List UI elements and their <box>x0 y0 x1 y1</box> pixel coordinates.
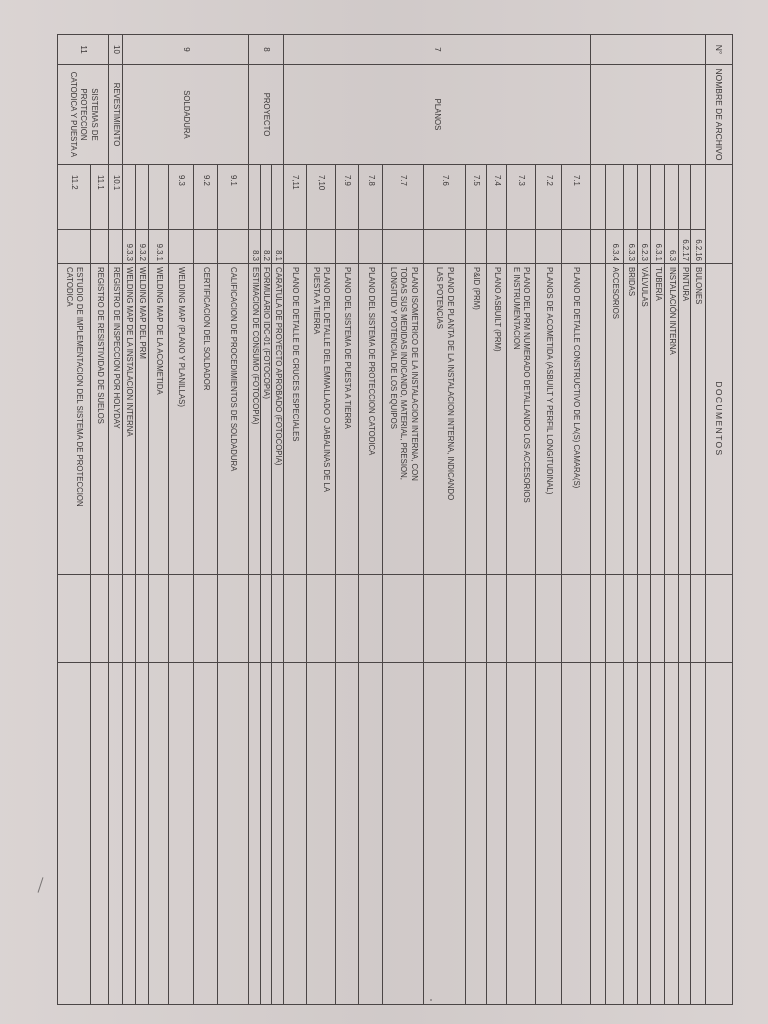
header-blank-cell <box>705 663 732 1005</box>
sub-item-number-cell <box>650 230 664 264</box>
blank-cell <box>506 663 535 1005</box>
document-name-line: PLANO DEL SISTEMA DE PUESTA A TIERRA <box>343 267 353 429</box>
sub-item-number-cell <box>590 230 605 264</box>
item-number-cell <box>637 165 650 230</box>
group-name-line: PROYECTO <box>262 92 272 137</box>
blank-cell <box>90 575 108 663</box>
sub-item-number-cell <box>535 230 561 264</box>
group-number-cell <box>283 35 590 65</box>
sub-item-number-cell <box>664 230 678 264</box>
item-number-cell <box>605 165 623 230</box>
item-number: 7,10 <box>317 175 327 191</box>
blank-cell <box>664 663 678 1005</box>
blank-cell <box>260 663 271 1005</box>
document-name-cell <box>358 264 382 575</box>
sub-item-number: 6.3.4 <box>610 243 620 261</box>
blank-cell <box>260 575 271 663</box>
blank-cell <box>90 663 108 1005</box>
blank-cell <box>690 663 705 1005</box>
document-name-line: CATODICA <box>65 267 74 307</box>
table-row <box>193 165 217 1005</box>
group-number: 8 <box>262 47 272 52</box>
item-number-cell <box>664 165 678 230</box>
blank-cell <box>57 575 90 663</box>
blank-cell <box>148 663 168 1005</box>
header-blank-cell <box>705 575 732 663</box>
sub-item-number-cell <box>57 230 90 264</box>
sub-item-number-cell <box>217 230 248 264</box>
item-number-cell <box>535 165 561 230</box>
table-row <box>486 165 506 1005</box>
blank-cell <box>423 663 465 1005</box>
item-number: 7.7 <box>399 175 409 186</box>
blank-cell <box>148 575 168 663</box>
sub-item-number: 8.3 <box>250 250 260 261</box>
document-name-line: INSTALACIÓN INTERNA <box>667 267 677 355</box>
item-number: 7.4 <box>492 175 502 186</box>
blank-cell <box>135 663 148 1005</box>
item-number-cell <box>283 165 306 230</box>
sub-item-number-cell <box>561 230 590 264</box>
header-blank-cell <box>705 165 732 264</box>
item-number: 7.6 <box>440 175 450 186</box>
document-name-line: TODAS SUS MEDIDAS INDICANDO, MATERIAL, PRESION, <box>399 267 409 480</box>
blank-cell <box>271 663 283 1005</box>
table-row <box>148 165 168 1005</box>
sub-item-number: 9.3.1 <box>154 243 164 261</box>
blank-cell <box>108 575 122 663</box>
sub-item-number-cell <box>135 230 148 264</box>
document-name-cell <box>561 264 590 575</box>
table-row <box>382 165 423 1005</box>
document-name-line: ESTUDIO DE IMPLEMENTACION DEL SISTEMA DE PROTECCION <box>75 267 85 507</box>
header-documents-cell <box>705 264 732 575</box>
blank-cell <box>122 663 135 1005</box>
item-number: 7,11 <box>291 175 301 190</box>
item-number-cell <box>335 165 358 230</box>
blank-cell <box>664 575 678 663</box>
item-number: 7.2 <box>544 175 554 186</box>
blank-cell <box>678 575 690 663</box>
header-number-cell <box>705 35 732 65</box>
item-number-cell <box>217 165 248 230</box>
blank-cell <box>423 575 465 663</box>
blank-cell <box>465 663 486 1005</box>
item-number: 10.1 <box>111 175 121 191</box>
item-number-cell <box>135 165 148 230</box>
table-row <box>423 165 465 1005</box>
group-name-line: SISTEMAS DE <box>89 88 99 141</box>
document-name-line: E INSTRUMENTACION <box>512 267 521 350</box>
sub-item-number-cell <box>486 230 506 264</box>
header-number: N° <box>714 44 725 55</box>
group-number: 10 <box>111 45 121 54</box>
group-name-cell <box>283 65 590 165</box>
document-name-line: TUBERÍA <box>653 267 663 301</box>
group-name-cell <box>590 65 705 165</box>
document-name-line: CALIFICACION DE PROCEDIMIENTOS DE SOLDADURA <box>229 267 239 472</box>
item-number-cell <box>90 165 108 230</box>
document-name-cell <box>678 264 690 575</box>
blank-cell <box>306 575 335 663</box>
item-number-cell <box>561 165 590 230</box>
sub-item-number: 6.3 <box>667 250 677 261</box>
sub-item-number-cell <box>108 230 122 264</box>
sub-item-number-cell <box>690 230 705 264</box>
table-row <box>465 165 486 1005</box>
sub-item-number-cell <box>248 230 260 264</box>
item-number-cell <box>57 165 90 230</box>
group-name-line: PLANOS <box>433 98 443 131</box>
sub-item-number-cell <box>193 230 217 264</box>
document-name-line: WELDING MAP (PLANO Y PLANILLAS) <box>177 267 187 407</box>
blank-cell <box>678 663 690 1005</box>
table-row <box>260 165 271 1005</box>
document-name-line: VÁLVULAS <box>640 267 650 307</box>
item-number: 7.8 <box>366 175 376 186</box>
blank-cell <box>486 663 506 1005</box>
blank-cell <box>605 663 623 1005</box>
document-name-line: WELDING MAP DE LA INSTALACION INTERNA <box>125 267 135 437</box>
document-name-line: REGISTRO DE RESISTIVIDAD DE SUELOS <box>95 267 105 424</box>
table-row <box>690 165 705 1005</box>
sub-item-number: 9.3.3 <box>125 243 135 261</box>
header-file-name: NOMBRE DE ARCHIVO <box>714 68 725 161</box>
table-row <box>122 165 135 1005</box>
blank-cell <box>217 663 248 1005</box>
blank-cell <box>193 663 217 1005</box>
sub-item-number-cell <box>465 230 486 264</box>
document-name-line: ACCESORIOS <box>610 267 620 319</box>
document-name-line: CERTIFICACION DEL SOLDADOR <box>201 267 211 391</box>
document-name-cell <box>465 264 486 575</box>
document-name-cell <box>335 264 358 575</box>
sub-item-number: 6.3.3 <box>626 243 636 261</box>
sub-item-number-cell <box>335 230 358 264</box>
document-name-line: PLANO DEL SISTEMA DE PROTECCION CATODICA <box>366 267 376 456</box>
sub-item-number-cell <box>382 230 423 264</box>
sub-item-number: 6.2.3 <box>640 243 650 261</box>
group-name-cell <box>122 65 248 165</box>
document-name-line: BULONES <box>694 267 704 305</box>
sub-item-number-cell <box>623 230 637 264</box>
group-name-line: PROTECCION <box>79 88 89 141</box>
item-number: 9.2 <box>201 175 211 186</box>
blank-cell <box>650 663 664 1005</box>
sub-item-number-cell <box>358 230 382 264</box>
blank-cell <box>168 663 193 1005</box>
blank-cell <box>623 663 637 1005</box>
header-documents: DOCUMENTOS <box>714 381 725 457</box>
document-name-line: PLANO ISOMETRICO DE LA INSTALACION INTERNA, CON <box>409 267 419 481</box>
document-name-cell <box>108 264 122 575</box>
document-name-cell <box>690 264 705 575</box>
table-row <box>637 165 650 1005</box>
group-number: 9 <box>181 47 191 52</box>
sub-item-number-cell <box>168 230 193 264</box>
item-number-cell <box>506 165 535 230</box>
table-row <box>506 165 535 1005</box>
sub-item-number-cell <box>637 230 650 264</box>
sub-item-number: 8.1 <box>273 250 283 261</box>
blank-cell <box>590 663 605 1005</box>
document-name-cell <box>423 264 465 575</box>
document-name-line: PUESTA A TIERRA <box>312 267 321 335</box>
item-number-cell <box>486 165 506 230</box>
document-name-line: PLANO DE DETALLE DE CRUCES ESPECIALES <box>291 267 301 442</box>
item-number: 11.2 <box>70 175 80 190</box>
document-name-cell <box>382 264 423 575</box>
sub-item-number: 6.2.16 <box>694 239 704 261</box>
table-row <box>57 165 90 1005</box>
document-name-line: PLANO DE PLANTA DE LA INSTALACION INTERNA, INDICANDO <box>446 267 455 501</box>
document-name-line: BRIDAS <box>626 267 636 297</box>
blank-cell <box>506 575 535 663</box>
table-row <box>623 165 637 1005</box>
group-number: 7 <box>433 47 443 52</box>
table-row <box>535 165 561 1005</box>
table-row <box>90 165 108 1005</box>
sub-item-number-cell <box>90 230 108 264</box>
ink-speck <box>430 999 432 1001</box>
document-name-line: PLANO ASBUILT (PRM) <box>492 267 502 352</box>
table-row <box>108 165 122 1005</box>
sub-item-number-cell <box>260 230 271 264</box>
table-row <box>271 165 283 1005</box>
document-name-cell <box>248 264 260 575</box>
item-number-cell <box>193 165 217 230</box>
group-name-line: REVESTIMIENTO <box>111 82 121 147</box>
document-name-cell <box>217 264 248 575</box>
document-name-line: PLANO DE DETALLE CONSTRUCTIVO DE LA(S) CAMARA(S) <box>572 267 582 489</box>
sub-item-number: 8.2 <box>262 250 272 261</box>
table-row <box>605 165 623 1005</box>
document-name-cell <box>623 264 637 575</box>
sub-item-number-cell <box>423 230 465 264</box>
document-name-cell <box>605 264 623 575</box>
document-name-line: ESTIMACION DE CONSUMO (FOTOCOPIA) <box>250 267 260 425</box>
item-number-cell <box>306 165 335 230</box>
blank-cell <box>135 575 148 663</box>
document-name-line: FORMULARIO IDC-01 (FOTOCOPIA) <box>262 267 272 399</box>
blank-cell <box>358 663 382 1005</box>
item-number: 7.5 <box>472 175 482 186</box>
document-name-cell <box>193 264 217 575</box>
table-row <box>283 165 306 1005</box>
blank-cell <box>561 663 590 1005</box>
group-number-cell <box>57 35 108 65</box>
blank-cell <box>382 575 423 663</box>
blank-cell <box>535 575 561 663</box>
table-row <box>650 165 664 1005</box>
blank-cell <box>690 575 705 663</box>
table-row <box>358 165 382 1005</box>
table-row <box>168 165 193 1005</box>
document-name-cell <box>57 264 90 575</box>
blank-cell <box>623 575 637 663</box>
blank-cell <box>122 575 135 663</box>
blank-cell <box>248 575 260 663</box>
document-name-cell <box>590 264 605 575</box>
table-row <box>678 165 690 1005</box>
blank-cell <box>561 575 590 663</box>
table-row <box>135 165 148 1005</box>
item-number-cell <box>271 165 283 230</box>
document-name-cell <box>506 264 535 575</box>
document-name-line: PLANO DEL PRM NUMERADO DETALLANDO LOS ACCESORIOS <box>522 267 532 503</box>
document-name-line: PINTURA <box>680 267 690 302</box>
document-name-cell <box>283 264 306 575</box>
document-name-cell <box>122 264 135 575</box>
blank-cell <box>486 575 506 663</box>
blank-cell <box>306 663 335 1005</box>
sub-item-number-cell <box>605 230 623 264</box>
table-row <box>590 165 605 1005</box>
item-number-cell <box>690 165 705 230</box>
group-name-line: SOLDADURA <box>181 90 191 139</box>
header-file-name-cell <box>705 65 732 165</box>
item-number: 9.3 <box>177 175 187 186</box>
item-number-cell <box>260 165 271 230</box>
table-row <box>561 165 590 1005</box>
blank-cell <box>605 575 623 663</box>
group-number-cell <box>590 35 705 65</box>
document-name-cell <box>650 264 664 575</box>
document-name-cell <box>168 264 193 575</box>
blank-cell <box>248 663 260 1005</box>
item-number: 7.3 <box>517 175 527 186</box>
blank-cell <box>590 575 605 663</box>
item-number-cell <box>678 165 690 230</box>
blank-cell <box>358 575 382 663</box>
blank-cell <box>168 575 193 663</box>
item-number: 9.1 <box>229 175 239 186</box>
item-number-cell <box>623 165 637 230</box>
table-row <box>664 165 678 1005</box>
item-number: 7.1 <box>572 175 582 186</box>
document-name-cell <box>637 264 650 575</box>
table-row <box>335 165 358 1005</box>
document-name-cell <box>148 264 168 575</box>
sub-item-number: 6.3.1 <box>653 243 663 261</box>
document-name-cell <box>486 264 506 575</box>
document-name-line: PLANOS DE ACOMETIDA (ASBUILT Y PERFIL LONGITUDINAL) <box>544 267 554 495</box>
table-row <box>217 165 248 1005</box>
blank-cell <box>283 575 306 663</box>
blank-cell <box>271 575 283 663</box>
blank-cell <box>535 663 561 1005</box>
document-name-line: REGISTRO DE INSPECCION POR HOLYDAY <box>111 267 121 429</box>
item-number: 11.1 <box>95 175 105 190</box>
item-number-cell <box>382 165 423 230</box>
item-number-cell <box>650 165 664 230</box>
group-name-cell <box>108 65 122 165</box>
document-name-line: LAS POTENCIAS <box>435 267 445 329</box>
blank-cell <box>57 663 90 1005</box>
group-number: 11 <box>79 45 89 54</box>
sub-item-number-cell <box>678 230 690 264</box>
sub-item-number-cell <box>283 230 306 264</box>
document-name-line: PLANO DEL DETALLE DEL EMMALLADO O JABALINAS DE LA <box>322 267 332 493</box>
document-name-cell <box>664 264 678 575</box>
item-number-cell <box>248 165 260 230</box>
group-number-cell <box>248 35 283 65</box>
document-name-cell <box>260 264 271 575</box>
blank-cell <box>650 575 664 663</box>
item-number-cell <box>590 165 605 230</box>
table-row <box>248 165 260 1005</box>
blank-cell <box>217 575 248 663</box>
item-number-cell <box>358 165 382 230</box>
document-name-line: LONGITUD Y POTENCIAL DE LOS EQUIPOS <box>388 267 398 429</box>
document-name-cell <box>135 264 148 575</box>
document-name-line: CARATULA DE PROYECTO APROBADO (FOTOCOPIA) <box>273 267 283 466</box>
table-row <box>306 165 335 1005</box>
blank-cell <box>637 575 650 663</box>
group-name-line: CATODICA Y PUESTA A <box>68 71 78 158</box>
item-number-cell <box>122 165 135 230</box>
document-name-line: P&ID (PRM) <box>472 267 482 310</box>
blank-cell <box>283 663 306 1005</box>
sub-item-number-cell <box>148 230 168 264</box>
group-name-cell <box>248 65 283 165</box>
item-number-cell <box>423 165 465 230</box>
document-name-line: WELDING MAP DE LA ACOMETIDA <box>154 267 164 395</box>
sub-item-number: 9.3.2 <box>138 243 148 261</box>
sub-item-number-cell <box>306 230 335 264</box>
group-number-cell <box>122 35 248 65</box>
sub-item-number: 6.2.17 <box>680 239 690 261</box>
blank-cell <box>335 663 358 1005</box>
document-name-cell <box>271 264 283 575</box>
item-number-cell <box>148 165 168 230</box>
group-number-cell <box>108 35 122 65</box>
document-name-cell <box>535 264 561 575</box>
item-number-cell <box>108 165 122 230</box>
item-number-cell <box>168 165 193 230</box>
document-name-cell <box>90 264 108 575</box>
blank-cell <box>382 663 423 1005</box>
item-number-cell <box>465 165 486 230</box>
sub-item-number-cell <box>506 230 535 264</box>
document-name-cell <box>306 264 335 575</box>
blank-cell <box>108 663 122 1005</box>
group-name-cell <box>57 65 108 165</box>
blank-cell <box>193 575 217 663</box>
sub-item-number-cell <box>271 230 283 264</box>
blank-cell <box>637 663 650 1005</box>
item-number: 7.9 <box>343 175 353 186</box>
blank-cell <box>335 575 358 663</box>
document-name-line: WELDING MAP DEL PRM <box>138 267 148 359</box>
blank-cell <box>465 575 486 663</box>
sub-item-number-cell <box>122 230 135 264</box>
